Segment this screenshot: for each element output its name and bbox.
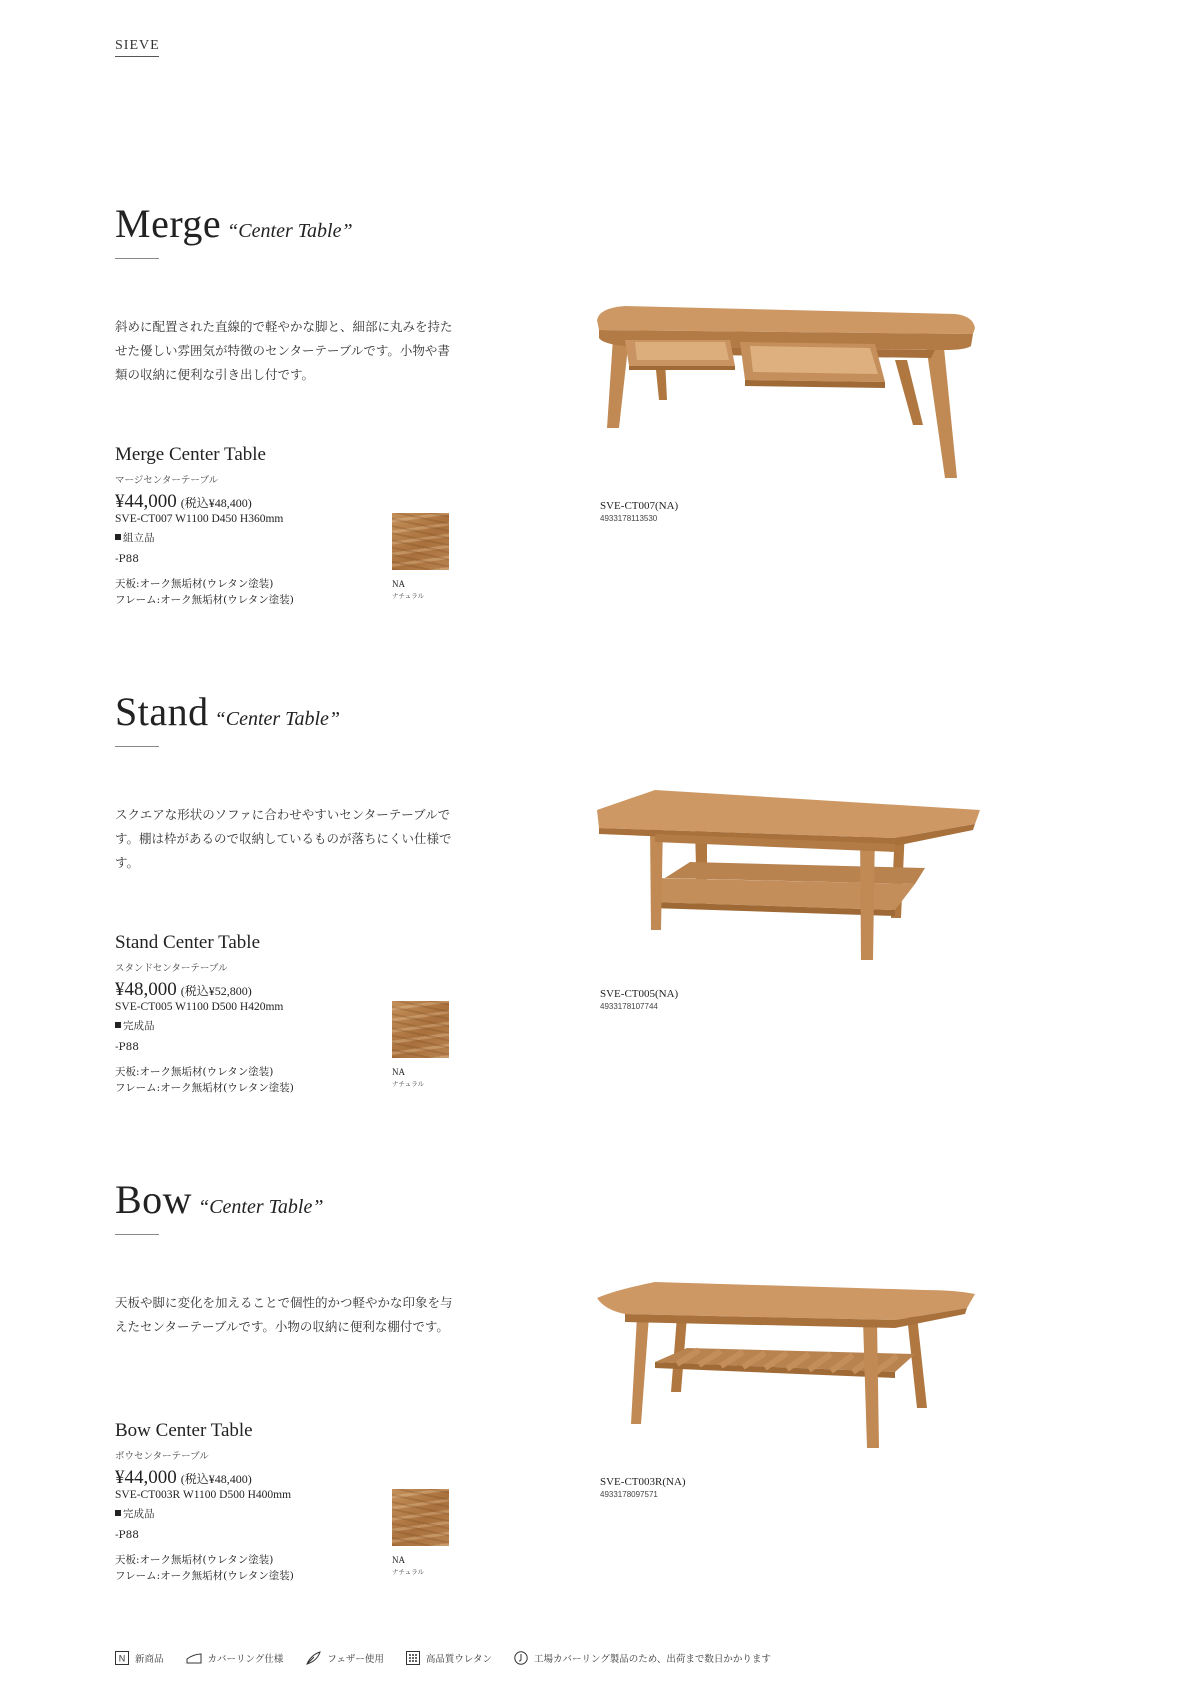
material-frame: フレーム:オーク無垢材(ウレタン塗装) [115,1570,294,1582]
wood-color-swatch [392,1489,449,1546]
swatch-name: ナチュラル [392,1080,425,1088]
series-heading [115,1176,323,1223]
legend-item [406,1651,492,1665]
material-frame: フレーム:オーク無垢材(ウレタン塗装) [115,1082,294,1094]
square-bullet-icon [115,1510,121,1516]
legend-item [115,1651,164,1665]
assembly-type [115,530,155,545]
icon-legend [115,1651,793,1665]
material-top: 天板:オーク無垢材(ウレタン塗装) [115,578,274,590]
image-product-code: SVE-CT005(NA) [600,988,679,1000]
product-section-stand [0,688,1200,1168]
series-title: Merge [115,201,222,246]
covering-icon [186,1651,202,1665]
product-section-bow [0,1176,1200,1656]
heading-rule [115,746,159,747]
new-mark-letter: N [118,1653,126,1664]
swatch-name: ナチュラル [392,1568,425,1576]
image-product-code: SVE-CT003R(NA) [600,1476,686,1488]
jan-code: 4933178113530 [600,514,658,523]
legend-label: 高品質ウレタン [425,1654,492,1665]
product-name-japanese: マージセンターテーブル [115,475,219,486]
assembly-type [115,1506,155,1521]
price-tax-included: (税込¥48,400) [180,496,252,510]
legend-label: 新商品 [135,1654,164,1665]
series-heading [115,688,340,735]
assembly-type [115,1018,155,1033]
new-product-icon [115,1651,129,1665]
legend-item [514,1651,771,1665]
heading-rule [115,258,159,259]
series-heading [115,200,353,247]
page-reference: -P88 [115,553,139,565]
assembly-label: 完成品 [123,1508,155,1520]
product-spec: SVE-CT003R W1100 D500 H400mm [115,1489,292,1501]
legend-label: カバーリング仕様 [207,1654,284,1665]
wood-color-swatch [392,513,449,570]
price-tax-included: (税込¥48,400) [180,1472,252,1486]
product-name: Bow Center Table [115,1420,253,1441]
assembly-label: 完成品 [123,1020,155,1032]
feather-icon [305,1651,321,1665]
swatch-code: NA [392,579,405,589]
price-main: ¥48,000 [115,979,177,1000]
page-reference: -P88 [115,1529,139,1541]
product-name-japanese: スタンドセンターテーブル [115,963,228,974]
material-frame: フレーム:オーク無垢材(ウレタン塗装) [115,594,294,606]
material-top: 天板:オーク無垢材(ウレタン塗装) [115,1554,274,1566]
square-bullet-icon [115,534,121,540]
swatch-code: NA [392,1555,405,1565]
product-description: 天板や脚に変化を加えることで個性的かつ軽やかな印象を与えたセンターテーブルです。小物の収納に便利な棚付です。 [115,1295,453,1334]
series-subtitle: “Center Table” [214,708,341,730]
swatch-name: ナチュラル [392,592,425,600]
page-reference: -P88 [115,1041,139,1053]
wood-color-swatch [392,1001,449,1058]
stand-table-photo [595,788,990,968]
legend-label: 工場カバーリング製品のため、出荷まで数日かかります [533,1654,771,1665]
price-main: ¥44,000 [115,1467,177,1488]
heading-rule [115,1234,159,1235]
square-bullet-icon [115,1022,121,1028]
brand-underline [115,56,159,57]
urethane-icon [406,1651,420,1665]
series-subtitle: “Center Table” [198,1196,324,1218]
product-section-merge [0,200,1200,680]
legend-item [305,1651,384,1665]
product-name: Stand Center Table [115,932,261,953]
image-product-code: SVE-CT007(NA) [600,500,679,512]
merge-table-photo [595,300,990,480]
legend-label: フェザー使用 [327,1654,384,1665]
price-tax-included: (税込¥52,800) [180,984,252,998]
legend-item [186,1651,284,1665]
product-spec: SVE-CT007 W1100 D450 H360mm [115,513,284,525]
product-name: Merge Center Table [115,444,266,465]
product-price [115,979,252,1001]
product-price [115,491,252,513]
series-title: Bow [115,1177,193,1222]
material-top: 天板:オーク無垢材(ウレタン塗装) [115,1066,274,1078]
product-description: 斜めに配置された直線的で軽やかな脚と、細部に丸みを持たせた優しい雰囲気が特徴のセンターテーブルです。小物や書類の収納に便利な引き出し付です。 [115,319,453,382]
factory-covering-icon [514,1651,528,1665]
bow-table-photo [595,1276,990,1456]
series-subtitle: “Center Table” [227,220,353,242]
product-price [115,1467,252,1489]
price-main: ¥44,000 [115,491,177,512]
jan-code: 4933178107744 [600,1002,658,1011]
jan-code: 4933178097571 [600,1490,658,1499]
brand-name: SIEVE [115,38,160,53]
assembly-label: 組立品 [123,532,155,544]
product-spec: SVE-CT005 W1100 D500 H420mm [115,1001,284,1013]
series-title: Stand [115,689,209,734]
product-name-japanese: ボウセンターテーブル [115,1451,209,1462]
swatch-code: NA [392,1067,405,1077]
product-description: スクエアな形状のソファに合わせやすいセンターテーブルです。棚は枠があるので収納しているものが落ちにくい仕様です。 [115,807,452,870]
